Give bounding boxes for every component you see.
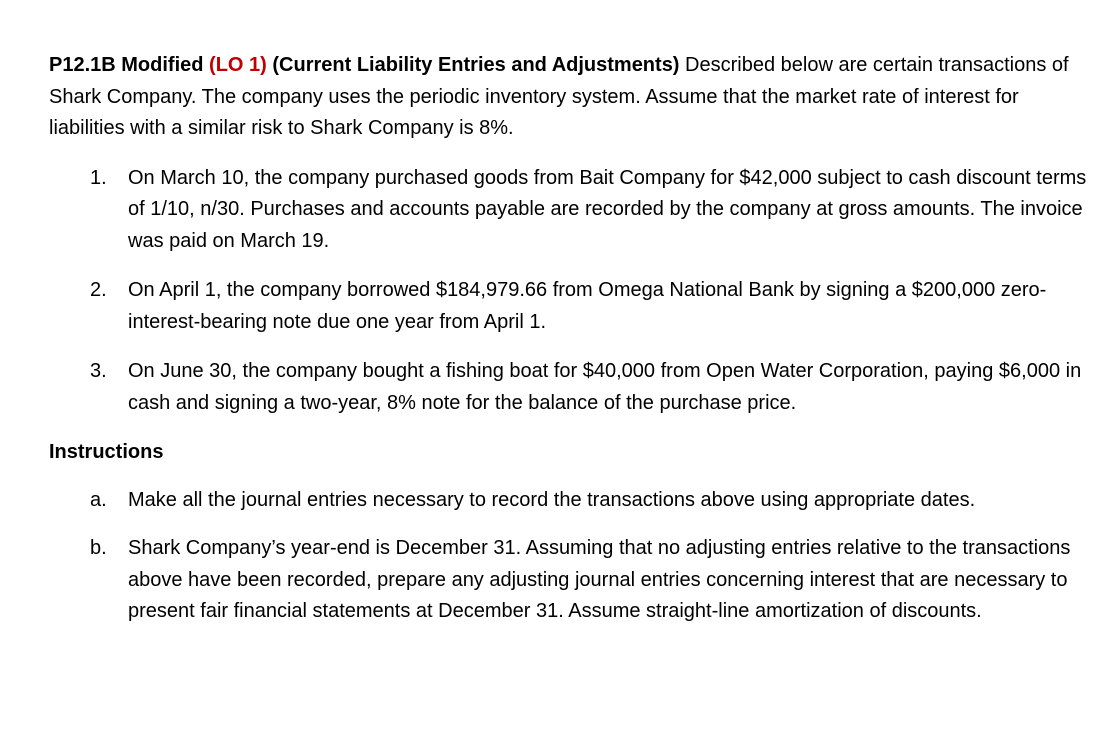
instructions-section (49, 437, 1089, 628)
transaction-text: On April 1, the company borrowed $184,979.66 from Omega National Bank by signing a $200,000 zero-interest-bearing note due one year from April 1. (128, 279, 1047, 333)
transaction-number: 3. (90, 360, 107, 382)
transaction-item (49, 275, 1089, 338)
instruction-item (49, 485, 1089, 517)
problem-intro (49, 50, 1089, 145)
instruction-item (49, 533, 1089, 628)
transaction-number: 1. (90, 166, 107, 189)
problem-id: P12.1B Modified (49, 54, 204, 76)
instructions-heading: Instructions (49, 441, 164, 463)
learning-objective: (LO 1) (209, 54, 267, 76)
transaction-item (49, 356, 1089, 419)
problem-document (49, 50, 1089, 645)
transaction-text: On March 10, the company purchased goods from Bait Company for $42,000 subject to cash discount terms of 1/10, n/30. Purchases and accounts payable are recorded by the company at gross amounts. The invoice was paid on March 19. (128, 166, 1087, 252)
instruction-letter: a. (90, 488, 107, 511)
instruction-text: Make all the journal entries necessary to record the transactions above using appropriate dates. (128, 488, 976, 511)
transaction-text: On June 30, the company bought a fishing boat for $40,000 from Open Water Corporation, paying $6,000 in cash and signing a two-year, 8% note for the balance of the purchase price. (128, 360, 1082, 414)
instruction-letter: b. (90, 537, 107, 559)
instruction-text: Shark Company’s year-end is December 31. Assuming that no adjusting entries relative to the transactions above have been recorded, prepare any adjusting journal entries concerning interest that are necessary to present fair financial statements at December 31. Assume straight-line amortization of discounts. (128, 537, 1071, 622)
problem-description: Described below are certain transactions of Shark Company. The company uses the periodic inventory system. Assume that the market rate of interest for liabilities with a similar risk to Shark Company is 8%. (49, 54, 1069, 139)
problem-topic: (Current Liability Entries and Adjustments) (272, 54, 680, 76)
instructions-list (49, 485, 1089, 628)
transaction-number: 2. (90, 279, 107, 301)
transaction-item (49, 163, 1089, 258)
transactions-list (49, 163, 1089, 420)
